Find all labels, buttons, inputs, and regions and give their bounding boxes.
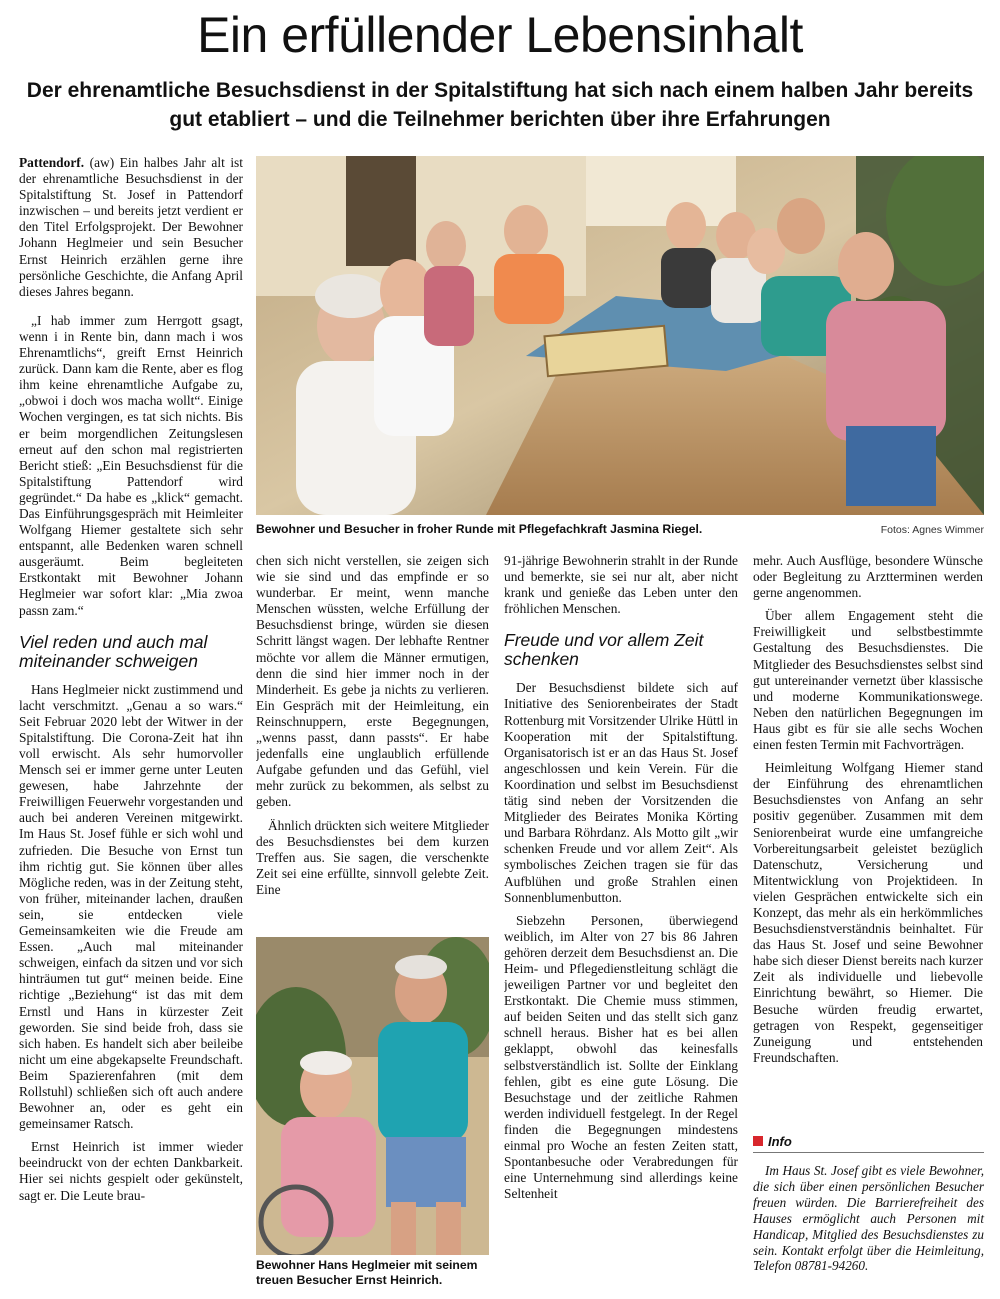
article-column-2 xyxy=(256,553,489,928)
paragraph: Der Besuchsdienst bildete sich auf Initiative des Seniorenbeirates der Stadt Rottenburg mit Vorsitzender Ulrike Hüttl in Kooperation mit der Spitalstiftung. Organisatorisch ist er an das Haus St. Josef angeschlossen und kein Verein. Für die Koordination und selbst im Besuchsdienst tätig sind neben der Vorsitzenden die Mitglieder des Beirates Monika Körting und Barbara Röhrdanz. Als Motto gilt „wir schenken Freude und vor allem Zeit“. Als symbolisches Zeichen tragen sie für das Aufblühen und große Strahlen einen Sonnenblumenbutton. xyxy=(504,680,738,905)
headline: Ein erfüllender Lebensinhalt xyxy=(197,7,803,63)
subheading: Freude und vor allem Zeit schenken xyxy=(504,630,704,670)
info-label: Info xyxy=(768,1134,792,1149)
paragraph: „I hab immer zum Herrgott gsagt, wenn i in Rente bin, dann mach i wos Ehrenamtlichs“, greift Ernst Heinrich zurück. Dann kam die Rente, aber es flog ihm keine ehrenamtliche Aufgabe zu, „obwoi i doch wos macha wollt“. Einige Wochen vergingen, es tat sich nichts. Bis er beim morgendlichen Zeitungslesen erneut auf den schon mal registrierten Bericht stieß: „Ein Besuchsdienst für die Spitalstiftung Pattendorf wird gegründet.“ Da habe es „klick“ gemacht. Das Einführungsgespräch mit Heimleiter Wolfgang Hiemer gestaltete sich sehr entspannt, alle Bedenken waren schnell ausgeräumt. Beim begleiteten Erstkontakt mit Bewohner Johann Heglmeier war sofort klar: „Mia zwoa passn zam.“ xyxy=(19,312,243,618)
paragraph: Über allem Engagement steht die Freiwilligkeit und selbstbestimmte Gestaltung des Besuchsdienstes. Die Mitglieder des Besuchsdienstes selbst sind gut untereinander vernetzt über klassische und moderne Kommunikationswege. Neben den natürlichen Begegnungen im Haus gibt es für sie alle sechs Wochen einen festen Termin mit Fachvorträgen. xyxy=(753,608,983,753)
lead-text: (aw) Ein halbes Jahr alt ist der ehrenamtliche Besuchsdienst in der Spitalstiftung St. Josef in Pattendorf inzwischen – und bereits jetzt verdient er den Titel Erfolgsprojekt. Der Bewohner Johann Heglmeier und sein Besucher Ernst Heinrich erzählen gerne ihre persönliche Geschichte, die Anfang April dieses Jahres begann. xyxy=(19,155,243,299)
lead-paragraph xyxy=(19,155,243,300)
paragraph: Heimleitung Wolfgang Hiemer stand der Einführung des ehrenamtlichen Besuchsdienstes von Anfang an sehr positiv gegenüber. Zusammen mit dem Seniorenbeirat wurde eine umfangreiche Vorbereitungsarbeit geleistet bezüglich Datenschutz, Versicherung und Mitentwicklung von Projektideen. In vielen Gesprächen entwickelte sich ein Konzept, das mehr als ein herkömmliches Besuchsdienstverständnis beinhaltet. Für das Haus St. Josef und seine Bewohner habe sich dieser Dienst bereits nach kurzer Zeit als individuelle und liebevolle Einrichtung bewährt, so Hiemer. Die Besuche würden freudig erwartet, getragen von Respekt, gegenseitiger Zuneigung und entstehenden Freundschaften. xyxy=(753,760,983,1065)
paragraph: 91-jährige Bewohnerin strahlt in der Runde und bemerkte, sie sei nur alt, aber nicht krank und genieße das Leben unter den fröhlichen Menschen. xyxy=(504,553,738,617)
info-box xyxy=(753,1134,984,1274)
article-column-1 xyxy=(19,155,243,1295)
subheading: Viel reden und auch mal miteinander schweigen xyxy=(19,631,208,671)
info-marker-icon xyxy=(753,1136,763,1146)
article-column-4 xyxy=(753,553,983,1138)
subheadline: Der ehrenamtliche Besuchsdienst in der Spitalstiftung hat sich nach einem halben Jahr bereits gut etabliert – und die Teilnehmer berichten über ihre Erfahrungen xyxy=(26,79,974,131)
dateline: Pattendorf. xyxy=(19,155,85,170)
portrait-photo xyxy=(256,937,489,1255)
article-column-3 xyxy=(504,553,738,1293)
main-photo-caption: Bewohner und Besucher in froher Runde mit Pflegefachkraft Jasmina Riegel. xyxy=(256,522,703,536)
portrait-photo-caption: Bewohner Hans Heglmeier mit seinem treuen Besucher Ernst Heinrich. xyxy=(256,1258,478,1287)
info-text: Im Haus St. Josef gibt es viele Bewohner, die sich über einen persönlichen Besucher freuen würden. Die Barrierefreiheit des Hauses ermöglicht auch Personen mit Handicap, Mitglied des Besuchsdienstes zu sein. Kontakt erfolgt über die Heimleitung, Telefon 08781-94260. xyxy=(753,1163,984,1274)
info-header xyxy=(753,1134,984,1153)
paragraph: mehr. Auch Ausflüge, besondere Wünsche oder Begleitung zu Arztterminen werden gerne angenommen. xyxy=(753,553,983,601)
paragraph: Hans Heglmeier nickt zustimmend und lacht verschmitzt. „Genau a so wars.“ Seit Februar 2020 lebt der Witwer in der Spitalstiftung. Die Corona-Zeit hat ihn voll erwischt. Als sehr humorvoller Mensch sei er immer gerne unter Leuten gewesen, habe Jahrzehnte der Freiwilligen Feuerwehr vorgestanden und auch bei anderen Vereinen mitgewirkt. Im Haus St. Josef fühle er sich wohl und zufrieden. Die Besuche von Ernst tun ihm richtig gut. Sie können über alles Mögliche reden, was in der Zeitung steht, von früher, miteinander lachen, draußen sein, sie entdecken viele Gemeinsamkeiten wie die Freude am Essen. „Auch mal miteinander schweigen, einfach da sitzen und vor sich hinträumen tut gut“ meinen beide. Eine richtige „Beziehung“ ist das mit dem Ernstl und Hans in kürzester Zeit geworden. Sie sind beide froh, dass sie sich haben. Es handelt sich aber beileibe nicht um eine abgekapselte Freundschaft. Beim Spazierenfahren (mit dem Rollstuhl) schließen sich oft auch andere Bewohner an, oder es geht ein gemeinsamer Ratsch. xyxy=(19,681,243,1132)
photo-credit: Fotos: Agnes Wimmer xyxy=(880,524,984,536)
paragraph: Siebzehn Personen, überwiegend weiblich, im Alter von 27 bis 86 Jahren gehören derzeit dem Besuchsdienst an. Die Heim- und Pflegedienstleitung schlägt die jeweiligen Partner vor und begleitet den Erstkontakt. Die Chemie muss stimmen, auf beiden Seiten und das stellt sich ganz schnell heraus. Bisher hat es bei allen geklappt, obwohl das keinesfalls selbstverständlich ist. Sollte der Einklang fehlen, gibt es eine gute Lösung. Die Besuchstage und der zeitliche Rahmen werden individuell festgelegt. In der Regel finden die Begegnungen mindestens einmal pro Woche an festen Zeiten statt, Spontanbesuche oder Verabredungen für eine Unternehmung sind allerdings keine Seltenheit xyxy=(504,912,738,1202)
group-photo xyxy=(256,156,984,515)
paragraph: Ernst Heinrich ist immer wieder beeindruckt von der echten Dankbarkeit. Hier sei nichts gespielt oder gekünstelt, sagt er. Die Leute brau- xyxy=(19,1139,243,1203)
paragraph: chen sich nicht verstellen, sie zeigen sich wie sie sind und das empfinde er so wunderbar. Er meint, wenn manche Menschen wüssten, welche Erfüllung der Besuchsdienst bringe, würden sie diesen Schritt längst wagen. Der lebhafte Rentner möchte vor allem die Männer ermutigen, denn die sind hier immer noch in der Minderheit. Es gebe ja nichts zu verlieren. Ein Gespräch mit der Heimleitung, ein Reinschnuppern, erste Begegnungen, „wenns passt, dann passts“. Er habe jedenfalls eine unglaublich erfüllende Aufgabe gefunden und das Gefühl, viel mehr zurück zu bekommen, als selbst zu geben. xyxy=(256,553,489,810)
paragraph: Ähnlich drückten sich weitere Mitglieder des Besuchsdienstes bei dem kurzen Treffen aus. Sie sagen, die verschenkte Zeit sei eine erfüllte, sinnvoll gelebte Zeit. Eine xyxy=(256,817,489,897)
